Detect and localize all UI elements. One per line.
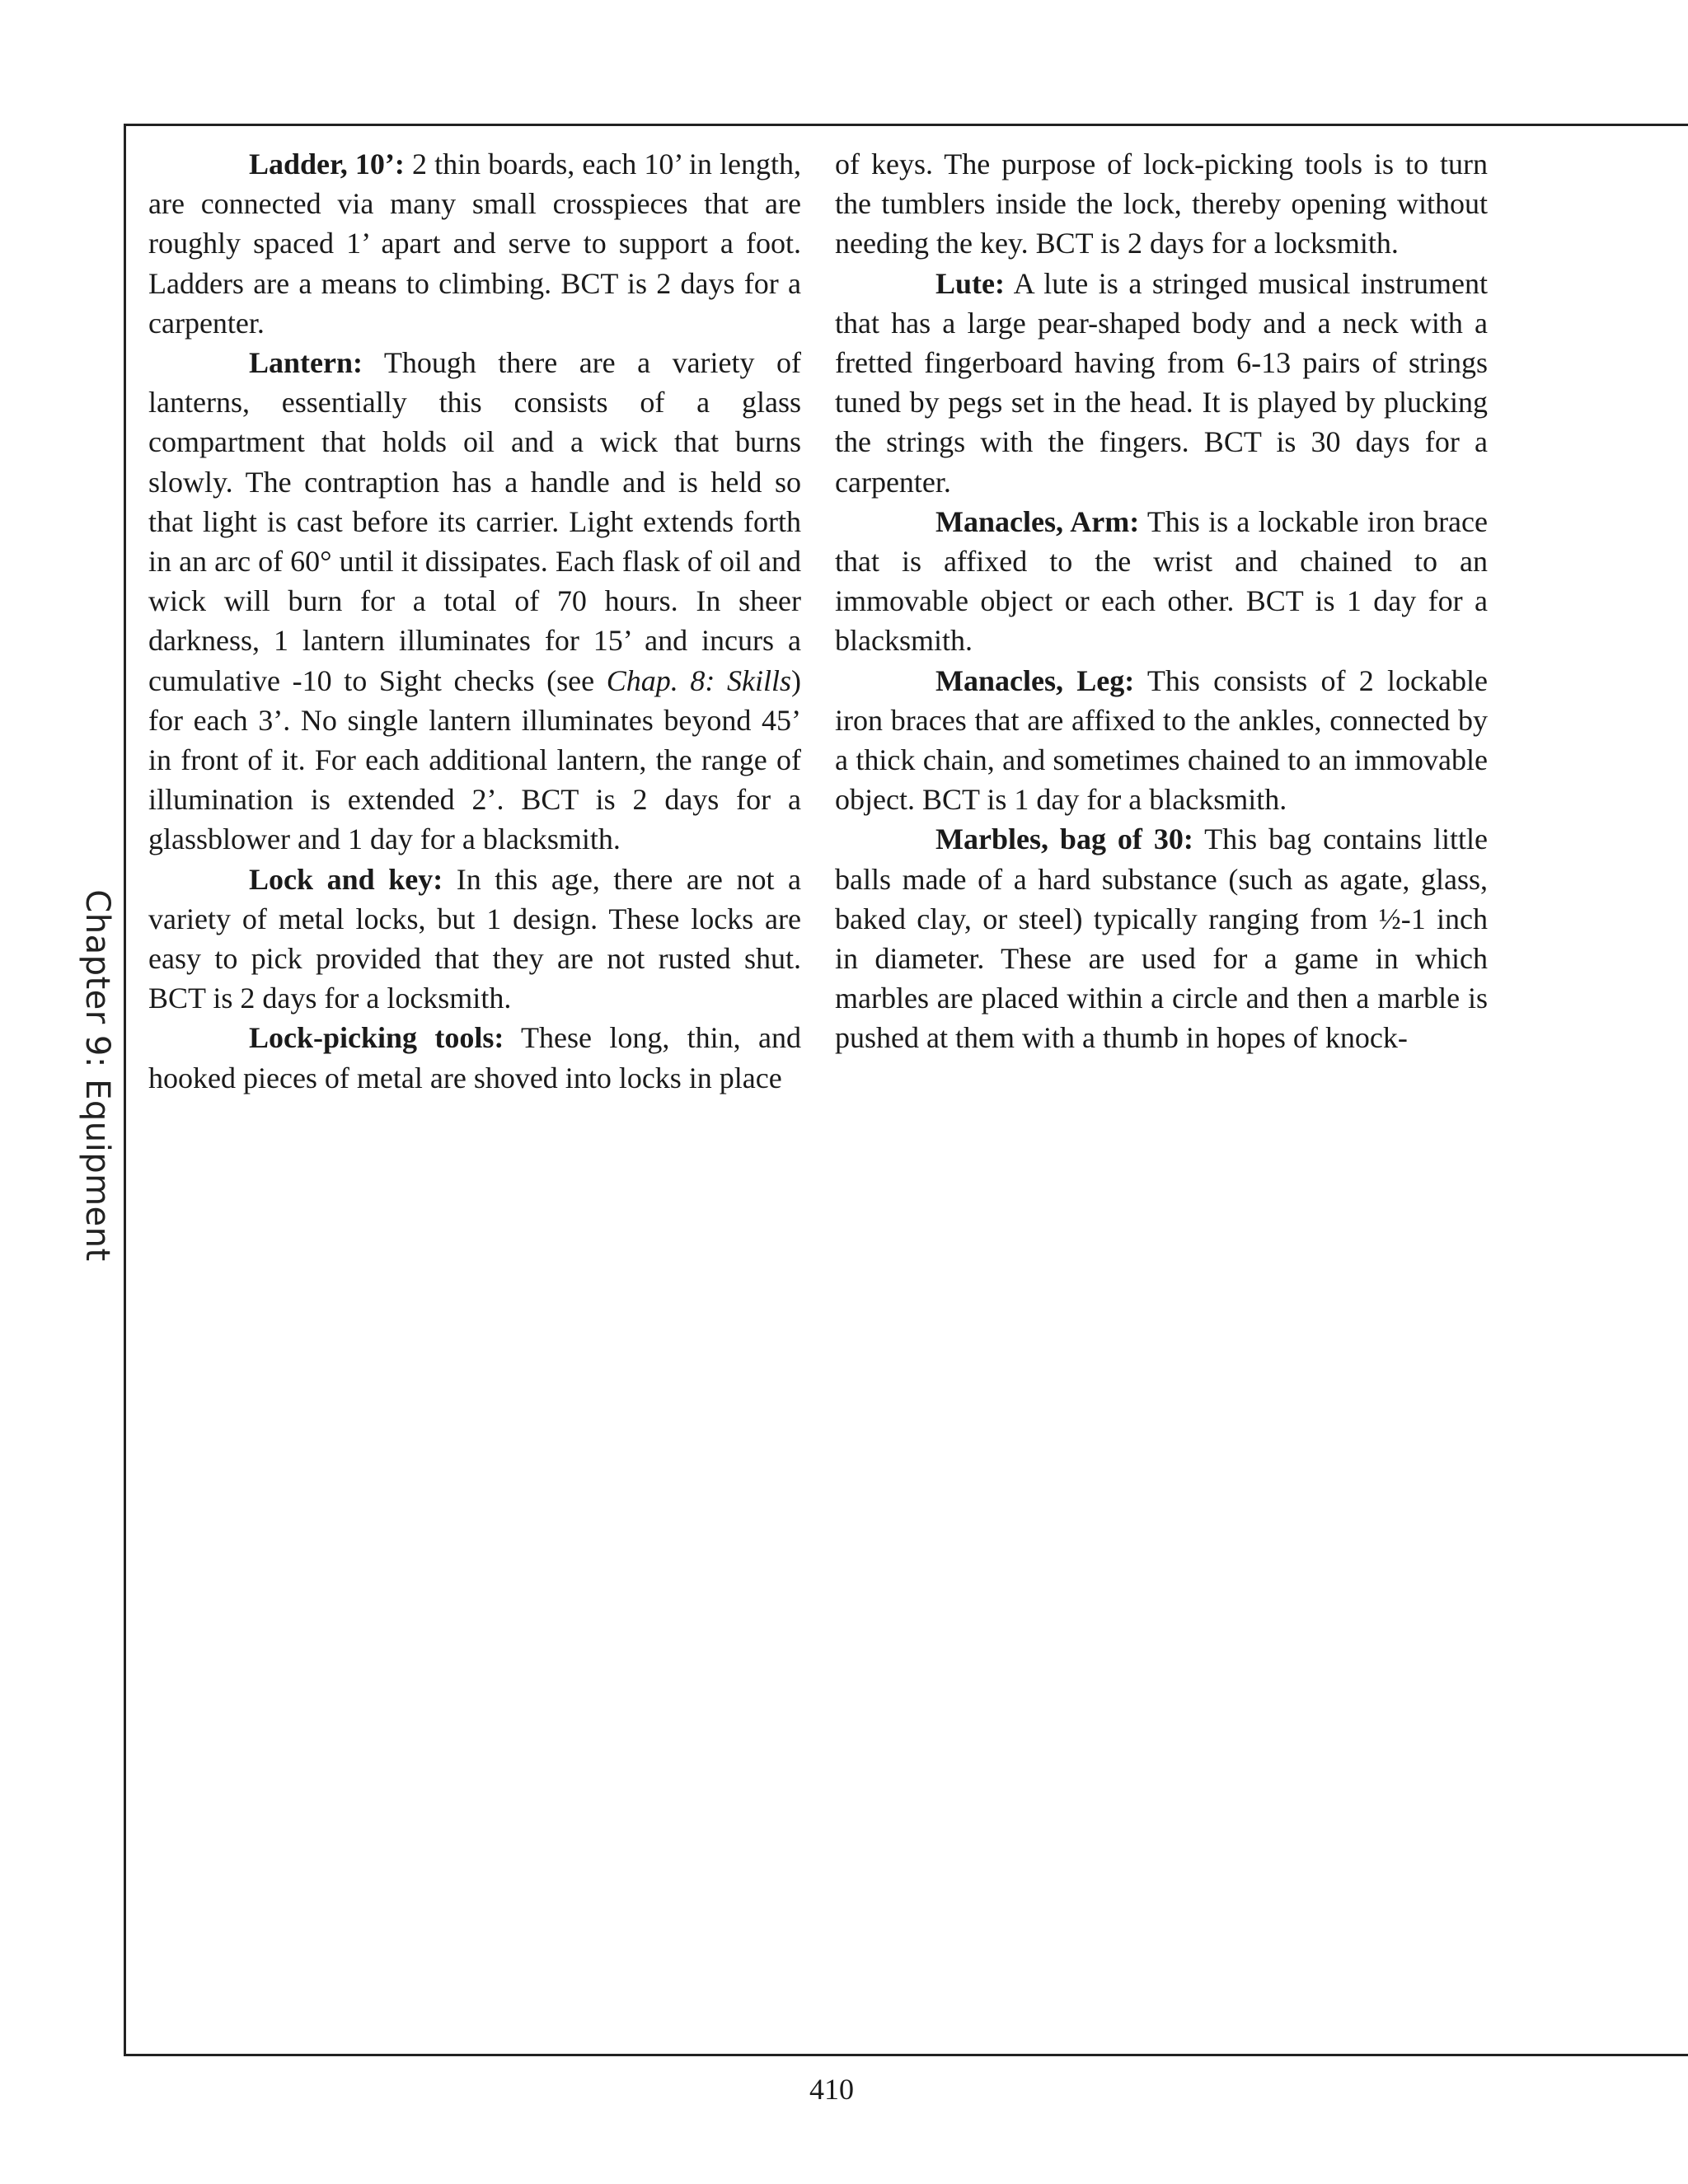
entry-lock-picking-tools [148,1018,801,1097]
entry-term: Ladder, 10’: [249,148,405,180]
entry-text: This bag contains little balls made of a hard substance (such as agate, glass, baked clay, or steel) typically ranging from ½-1 inch in diameter. These are used for a game in which marbles are placed within a circle and then a marble is pushed at them with a thumb in hopes of knock- [835,823,1488,1055]
entry-lantern [148,343,801,860]
entry-continuation [835,144,1488,264]
entry-term: Lock-picking tools: [249,1021,504,1055]
entry-lute [835,264,1488,502]
left-column [148,144,801,1098]
entry-term: Lantern: [249,346,363,380]
entry-term: Manacles, Arm: [935,504,1140,538]
entry-manacles-leg [835,661,1488,820]
entry-ladder [148,144,801,343]
entry-text: of keys. The purpose of lock-picking tools is to turn the tumblers inside the lock, thereby opening without needing the key. BCT is 2 days for a locksmith. [835,148,1488,260]
page-number-container [0,2072,1688,2107]
entry-lock-and-key [148,860,801,1019]
page-number: 410 [809,2073,854,2106]
entry-text: 2 thin boards, each 10’ in length, are connected via many small crosspieces that are roughly spaced 1’ apart and serve to support a foot. Ladders are a means to climbing. BCT is 2 days for a carpenter. [148,148,802,340]
chapter-reference: Chap. 8: Skills [606,663,791,697]
entry-term: Marbles, bag of 30: [935,823,1193,856]
chapter-side-title: Chapter 9: Equipment [78,889,116,1262]
entry-text: In this age, there are not a variety of metal locks, but 1 design. These locks are easy to pick provided that they are not rusted shut. BCT is 2 days for a locksmith. [148,862,801,1015]
entry-text: A lute is a stringed musical instrument that has a large pear-shaped body and a neck with a fretted fingerboard having from 6-13 pairs of strings tuned by pegs set in the head. It is played by plucking the strings with the fingers. BCT is 30 days for a carpenter. [835,266,1488,499]
right-column [835,144,1488,1058]
entry-text: Though there are a variety of lanterns, essentially this consists of a glass compartment that holds oil and a wick that burns slowly. The contraption has a handle and is held so that light is cast before its carrier. Light extends forth in an arc of 60° until it dissipates. Each flask of oil and wick will burn for a total of 70 hours. In sheer darkness, 1 lantern illuminates for 15’ and incurs a cumulative -10 to Sight checks (see [148,346,801,697]
entry-term: Manacles, Leg: [935,663,1135,697]
entry-manacles-arm [835,502,1488,661]
entry-text: ) for each 3’. No single lantern illuminates beyond 45’ in front of it. For each additional lantern, the range of illumination is extended 2’. BCT is 2 days for a glassblower and 1 day for a blacksmith. [148,663,801,856]
entry-text: This is a lockable iron brace that is affixed to the wrist and chained to an immovable object or each other. BCT is 1 day for a blacksmith. [835,504,1488,658]
entry-text: These long, thin, and hooked pieces of metal are shoved into locks in place [148,1021,801,1094]
entry-term: Lute: [935,266,1005,300]
entry-marbles [835,819,1488,1057]
entry-text: This consists of 2 lockable iron braces that are affixed to the ankles, connected by a thick chain, and sometimes chained to an immovable object. BCT is 1 day for a blacksmith. [835,663,1488,817]
entry-term: Lock and key: [249,862,443,896]
